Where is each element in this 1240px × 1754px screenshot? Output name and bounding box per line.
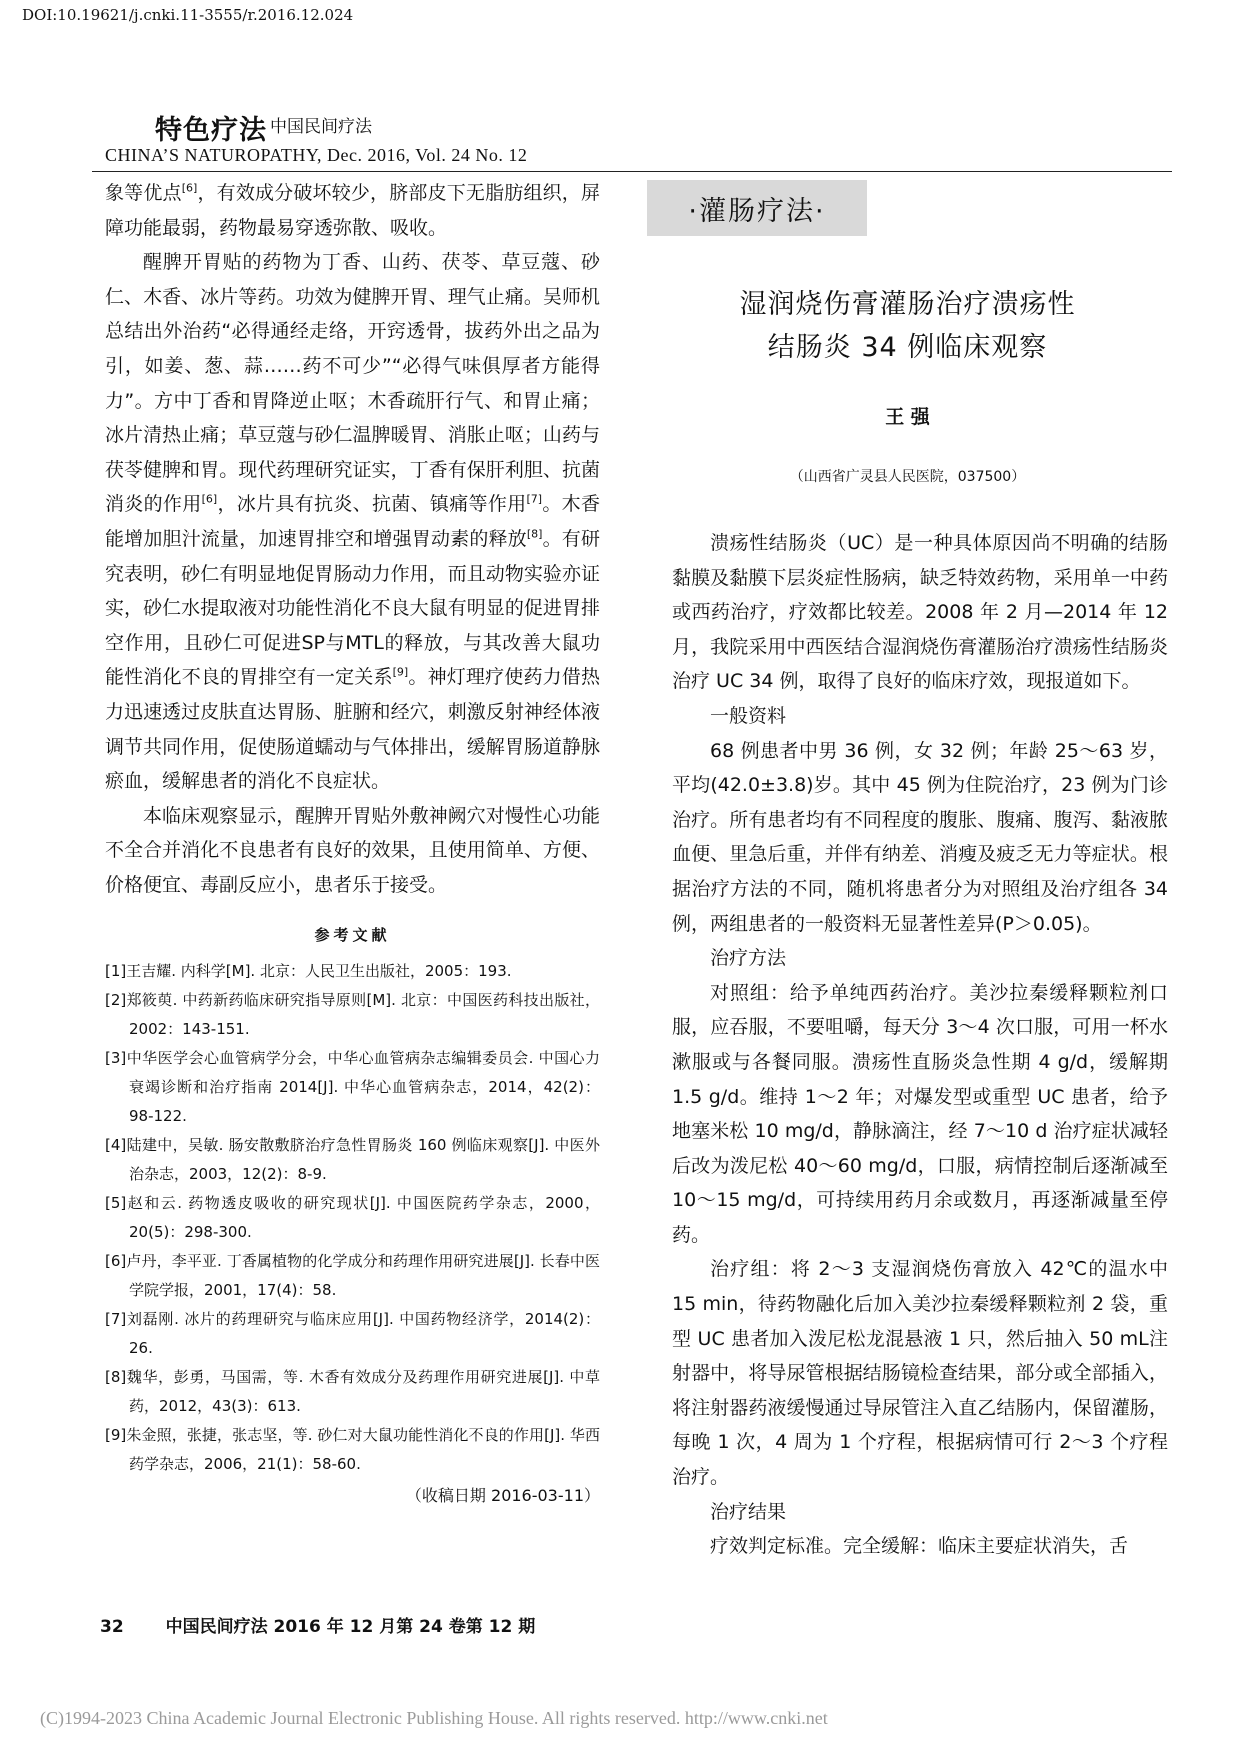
author-name: 王 强 <box>885 406 930 428</box>
control-group-paragraph: 对照组：给予单纯西药治疗。美沙拉秦缓释颗粒剂口服，应吞服，不要咀嚼，每天分 3～4 次口服，可用一杯水漱服或与各餐同服。溃疡性直肠炎急性期 4 g/d，缓解期 1.5 g/d。维持 1～2 年；对爆发型或重型 UC 患者，给予地塞米松 10 mg/d，静脉滴注，经 7～10 d 治疗症状减轻后改为泼尼松 40～60 mg/d，口服，病情控制后逐渐减至 10～15 mg/d，可持续用药月余或数月，再逐渐减量至停药。 <box>672 981 1168 1246</box>
copyright-watermark: (C)1994-2023 China Academic Journal Electronic Publishing House. All rights reserved. http://www.cnki.net <box>40 1708 828 1728</box>
article-body <box>672 526 1168 1564</box>
treatment-group-paragraph: 治疗组：将 2～3 支湿润烧伤膏放入 42℃的温水中 15 min，待药物融化后加入美沙拉秦缓释颗粒剂 2 袋，重型 UC 患者加入泼尼松龙混悬液 1 只，然后抽入 50 mL注射器中，将导尿管根据结肠镜检查结果，部分或全部插入，将注射器药液缓慢通过导尿管注入直乙结肠内，保留灌肠，每晚 1 次，4 周为 1 个疗程，根据病情可行 2～3 个疗程治疗。 <box>672 1258 1168 1489</box>
received-date: （收稿日期 2016-03-11） <box>405 1486 600 1506</box>
left-paragraph-3: 本临床观察显示，醒脾开胃贴外敷神阙穴对慢性心功能不全合并消化不良患者有良好的效果，且使用简单、方便、价格便宜、毒副反应小，患者乐于接受。 <box>105 804 600 896</box>
reference-item: [1]王吉耀. 内科学[M]. 北京：人民卫生出版社，2005：193. <box>105 962 512 981</box>
doi-line: DOI:10.19621/j.cnki.11-3555/r.2016.12.024 <box>22 6 354 24</box>
page-footer <box>100 1612 535 1637</box>
header-divider <box>92 171 1172 172</box>
left-column <box>105 176 600 1506</box>
author-affiliation: （山西省广灵县人民医院，037500） <box>789 469 1026 485</box>
page-number: 32 <box>100 1617 124 1637</box>
result-paragraph: 疗效判定标准。完全缓解：临床主要症状消失，舌 <box>710 1535 1129 1558</box>
references-list <box>105 957 600 1479</box>
article-title-line-1: 湿润烧伤膏灌肠治疗溃疡性 <box>739 289 1076 320</box>
reference-item: [4]陆建中，吴敏. 肠安散敷脐治疗急性胃肠炎 160 例临床观察[J]. 中医外治杂志，2003，12(2)：8-9. <box>105 1136 600 1184</box>
heading-method: 治疗方法 <box>710 947 787 970</box>
footer-journal-issue: 中国民间疗法 2016 年 12 月第 24 卷第 12 期 <box>165 1617 536 1637</box>
reference-item: [2]郑筱萸. 中药新药临床研究指导原则[M]. 北京：中国医药科技出版社，2002：143-151. <box>105 991 600 1039</box>
section-label: ·灌肠疗法· <box>647 180 867 236</box>
heading-result: 治疗结果 <box>710 1500 787 1523</box>
journal-name-en: CHINA’S NATUROPATHY, Dec. 2016, Vol. 24 No. 12 <box>105 145 528 165</box>
reference-item: [8]魏华，彭勇，马国需，等. 木香有效成分及药理作用研究进展[J]. 中草药，2012，43(3)：613. <box>105 1368 600 1416</box>
left-paragraph-1: 象等优点[6]，有效成分破坏较少，脐部皮下无脂肪组织，屏障功能最弱，药物最易穿透弥散、吸收。 <box>105 181 600 239</box>
article-title-line-2: 结肠炎 34 例临床观察 <box>767 332 1048 363</box>
reference-item: [5]赵和云. 药物透皮吸收的研究现状[J]. 中国医院药学杂志，2000，20(5)：298-300. <box>105 1194 600 1242</box>
reference-item: [7]刘磊刚. 冰片的药理研究与临床应用[J]. 中国药物经济学，2014(2)：26. <box>105 1310 600 1358</box>
reference-item: [9]朱金照，张捷，张志坚，等. 砂仁对大鼠功能性消化不良的作用[J]. 华西药学杂志，2006，21(1)：58-60. <box>105 1426 600 1474</box>
journal-name-zh: 中国民间疗法 <box>270 117 372 137</box>
heading-general: 一般资料 <box>710 704 787 727</box>
left-paragraph-2: 醒脾开胃贴的药物为丁香、山药、茯苓、草豆蔻、砂仁、木香、冰片等药。功效为健脾开胃、理气止痛。吴师机总结出外治药“必得通经走络，开窍透骨，拔药外出之品为引，如姜、葱、蒜……药不可少”“必得气味俱厚者方能得力”。方中丁香和胃降逆止呕；木香疏肝行气、和胃止痛；冰片清热止痛；草豆蔻与砂仁温脾暖胃、消胀止呕；山药与茯苓健脾和胃。现代药理研究证实，丁香有保肝利胆、抗菌消炎的作用[6]，冰片具有抗炎、抗菌、镇痛等作用[7]。木香能增加胆汁流量，加速胃排空和增强胃动素的释放[8]。有研究表明，砂仁有明显地促胃肠动力作用，而且动物实验亦证实，砂仁水提取液对功能性消化不良大鼠有明显的促进胃排空作用，且砂仁可促进SP与MTL的释放，与其改善大鼠功能性消化不良的胃排空有一定关系[9]。神灯理疗使药力借热力迅速透过皮肤直达胃肠、脏腑和经穴，刺激反射神经体液调节共同作用，促使肠道蠕动与气体排出，缓解胃肠道静脉瘀血，缓解患者的消化不良症状。 <box>105 251 600 793</box>
general-paragraph: 68 例患者中男 36 例，女 32 例；年龄 25～63 岁，平均(42.0±3.8)岁。其中 45 例为住院治疗，23 例为门诊治疗。所有患者均有不同程度的腹胀、腹痛、腹泻、黏液脓血便、里急后重，并伴有纳差、消瘦及疲乏无力等症状。根据治疗方法的不同，随机将患者分为对照组及治疗组各 34 例，两组患者的一般资料无显著性差异(P＞0.05)。 <box>672 739 1168 935</box>
reference-item: [6]卢丹，李平亚. 丁香属植物的化学成分和药理作用研究进展[J]. 长春中医学院学报，2001，17(4)：58. <box>105 1252 600 1300</box>
intro-paragraph: 溃疡性结肠炎（UC）是一种具体原因尚不明确的结肠黏膜及黏膜下层炎症性肠病，缺乏特效药物，采用单一中药或西药治疗，疗效都比较差。2008 年 2 月—2014 年 12 月，我院采用中西医结合湿润烧伤膏灌肠治疗溃疡性结肠炎治疗 UC 34 例，取得了良好的临床疗效，现报道如下。 <box>672 532 1168 693</box>
references-heading: 参考文献 <box>314 926 391 945</box>
reference-item: [3]中华医学会心血管病学分会，中华心血管病杂志编辑委员会. 中国心力衰竭诊断和治疗指南 2014[J]. 中华心血管病杂志，2014，42(2)：98-122. <box>105 1049 600 1126</box>
journal-column-name: 特色疗法 <box>155 115 267 146</box>
